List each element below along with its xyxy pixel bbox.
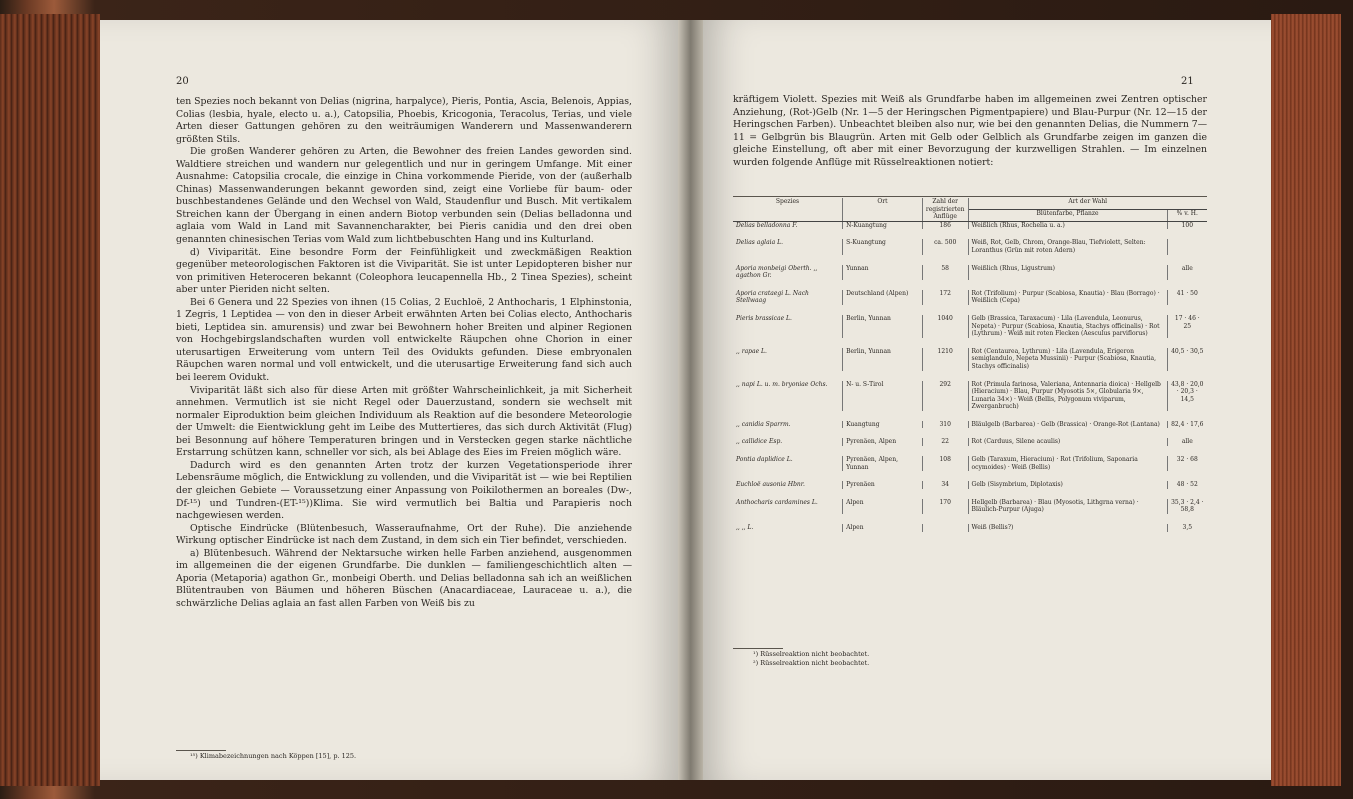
- footnote-rule: [733, 648, 783, 649]
- col-header-count: Zahl der registrierten Anflüge: [922, 198, 968, 221]
- cell-count: 58: [922, 265, 968, 280]
- cell-pct: [1167, 239, 1207, 254]
- cell-species: Pontia daplidice L.: [733, 456, 843, 471]
- cell-count: 1040: [922, 315, 968, 338]
- paragraph: a) Blütenbesuch. Während der Nektarsuche wirken helle Farben anziehend, ausgenommen im allgemeinen die der eigenen Grundfarbe. Die dunklen — familiengeschichtlich alten — Aporia (Metaporia) agathon Gr., monbeigi Oberth. und Delias belladonna sah ich an weißlichen Blütentrauben von Bäumen und höheren Büschen (Anacardiaceae, Lauraceae u. a.), die schwärzliche Delias aglaia an fast allen Farben von Weiß bis zu: [176, 547, 632, 609]
- cell-place: Deutschland (Alpen): [843, 290, 923, 305]
- table-body: [733, 221, 1207, 541]
- footnote-right-1: ¹) Rüsselreaktion nicht beobachtet.: [753, 650, 870, 658]
- cell-place: Yunnan: [843, 265, 923, 280]
- cell-flower: Rot (Carduus, Silene acaulis): [968, 438, 1167, 446]
- cell-flower: Hellgelb (Barbarea) · Blau (Myosotis, Lithgrna verna) · Bläulich-Purpur (Ajuga): [968, 499, 1167, 514]
- cell-count: [922, 524, 968, 532]
- cell-place: Pyrenäen, Alpen, Yunnan: [843, 456, 923, 471]
- cell-species: Aporia crataegi L. Nach Stellwaag: [733, 290, 843, 305]
- paragraph: d) Viviparität. Eine besondre Form der Feinfühligkeit und zweckmäßigen Reaktion gegenüber meteorologischen Faktoren ist die Viviparität. Sie ist unter Lepidopteren bisher nur von primitiven Heteroceren bekannt (Coleophora leucapennella Hb., 2 Tinea Spezies), scheint aber unter Pieriden nicht selten.: [176, 246, 632, 296]
- cell-count: 172: [922, 290, 968, 305]
- table-top-rule: [733, 196, 1207, 197]
- page-number-right: 21: [1181, 76, 1194, 87]
- cell-place: N-Kuangtung: [843, 221, 923, 229]
- table-row: [733, 456, 1207, 471]
- cell-flower: Weiß, Rot, Gelb, Chrom, Orange-Blau, Tiefviolett, Selten: Loranthus (Grün mit roten Adern): [968, 239, 1167, 254]
- col-header-flower: Blütenfarbe, Pflanze: [968, 209, 1167, 221]
- cell-pct: 32 · 68: [1176, 456, 1198, 464]
- page-number-left: 20: [176, 76, 189, 87]
- col-header-species: Spezies: [733, 198, 843, 221]
- cell-place: Berlin, Yunnan: [843, 348, 923, 371]
- cell-pct: 43,8 · 20,0 · 20,3 · 14,5: [1171, 380, 1204, 403]
- cell-place: Pyrenäen, Alpen: [843, 438, 923, 446]
- cell-place: Pyrenäen: [843, 481, 923, 489]
- cell-place: N- u. S-Tirol: [843, 381, 923, 411]
- paragraph: Bei 6 Genera und 22 Spezies von ihnen (15 Colias, 2 Euchloë, 2 Anthocharis, 1 Elphinstonia, 1 Zegris, 1 Leptidea — von den in dieser Arbeit erwähnten Arten bei Colias electo, Anthocharis bieti, Leptidea sin. amurensis) und zwar bei Bewohnern hoher Breiten und alpiner Regionen von Hochgebirgslandschaften wurden voll entwickelte Räupchen ohne Chorion in einer uterusartigen Erweiterung vom untern Teil des Ovidukts gefunden. Diese embryonalen Räupchen waren normal und voll entwickelt, und die uterusartige Erweiterung fand sich auch bei leerem Ovidukt.: [176, 296, 632, 384]
- table-row: [733, 290, 1207, 305]
- cell-count: 292: [922, 381, 968, 411]
- cell-species: ,, rapae L.: [733, 348, 843, 371]
- left-page: [100, 20, 678, 780]
- table-row: [733, 265, 1207, 280]
- cell-species: ,, canidia Sparrm.: [733, 421, 843, 429]
- table-row: [733, 239, 1207, 254]
- cell-place: Kuangtung: [843, 421, 923, 429]
- footnote-rule: [176, 750, 226, 751]
- left-body: [176, 96, 632, 610]
- cell-species: ,, ,, L.: [733, 524, 843, 532]
- cell-flower: Weißlich (Rhus, Ligustrum): [968, 265, 1167, 280]
- table-row: [733, 524, 1207, 532]
- cell-count: 310: [922, 421, 968, 429]
- book-left-edge: [0, 14, 100, 786]
- cell-place: Alpen: [843, 499, 923, 514]
- cell-count: 34: [922, 481, 968, 489]
- cell-count: 22: [922, 438, 968, 446]
- cell-place: Berlin, Yunnan: [843, 315, 923, 338]
- book-gutter: [678, 20, 703, 780]
- cell-place: Alpen: [843, 524, 923, 532]
- paragraph: Viviparität läßt sich also für diese Arten mit größter Wahrscheinlichkeit, ja mit Sicherheit annehmen. Vermutlich ist sie nicht Regel oder Dauerzustand, sondern sie wechselt mit normaler Eiproduktion beim gleichen Individuum als Reaktion auf die besondere Meteorologie der Umwelt: die Eientwicklung geht im Leibe des Muttertieres, das sich durch Aktivität (Flug) bei Besonnung auf höhere Temperaturen bringen und in Verstecken gegen starke nächtliche Erstarrung schützen kann, schneller vor sich, als bei Ablage des Eies im Freien möglich wäre.: [176, 384, 632, 459]
- cell-flower: Weißlich (Rhus, Rochelia u. a.): [968, 221, 1167, 229]
- cell-pct: 41 · 50: [1176, 289, 1198, 297]
- table-row: [733, 221, 1207, 229]
- col-header-group: Art der Wahl: [968, 198, 1207, 209]
- cell-pct: alle: [1181, 438, 1193, 446]
- cell-flower: Gelb (Brassica, Taraxacum) · Lila (Lavendula, Leonurus, Nepeta) · Purpur (Scabiosa, Knautia, Stachys officinalis) · Rot (Lythrum) · Weiß mit roten Flecken (Aesculus parviflorus): [968, 315, 1167, 338]
- cell-pct: 17 · 46 · 25: [1174, 314, 1200, 330]
- cell-count: 170: [922, 499, 968, 514]
- cell-species: Aporia monbeigi Oberth. ,, agathon Gr.: [733, 265, 843, 280]
- cell-place: S-Kuangtung: [843, 239, 923, 254]
- footnote-left: ¹⁵) Klimabezeichnungen nach Köppen [15], p. 125.: [190, 752, 357, 760]
- cell-species: Euchloë ausonia Hbnr.: [733, 481, 843, 489]
- right-page: [703, 20, 1271, 780]
- table-row: [733, 481, 1207, 489]
- cell-pct: alle: [1181, 264, 1193, 272]
- cell-flower: Gelb (Taraxum, Hieracium) · Rot (Trifolium, Saponaria ocymoides) · Weiß (Bellis): [968, 456, 1167, 471]
- table-row: [733, 348, 1207, 371]
- paragraph: Die großen Wanderer gehören zu Arten, die Bewohner des freien Landes geworden sind. Waldtiere streichen und wandern nur gelegentlich und nur in geringem Umfange. Mit einer Ausnahme: Catopsilia crocale, die einzige in China vorkommende Pieride, von der (außerhalb Chinas) Massenwanderungen bekannt geworden sind, zeigt eine Vorliebe für baum- oder buschbestandenes Gelände und den Wechsel von Wald, Staudenflur und Busch. Mit vertikalem Streichen kann der Übergang in einen andern Biotop verbunden sein (Delias belladonna und aglaia vom Wald in Land mit Savannencharakter, bei Pieris canidia und den drei oben genannten chinesischen Terias vom Wald zum lichtbebuschten Hang und ins Kulturland.: [176, 146, 632, 246]
- cell-count: 186: [922, 221, 968, 229]
- cell-species: Pieris brassicae L.: [733, 315, 843, 338]
- table-row: [733, 438, 1207, 446]
- cell-pct: 82,4 · 17,6: [1171, 420, 1204, 428]
- cell-flower: Rot (Trifolium) · Purpur (Scabiosa, Knautia) · Blau (Borrago) · Weißlich (Cepa): [968, 290, 1167, 305]
- cell-species: ,, napi L. u. m. bryoniae Ochs.: [733, 381, 843, 411]
- cell-flower: Gelb (Sisymbrium, Diplotaxis): [968, 481, 1167, 489]
- cell-pct: 48 · 52: [1176, 481, 1198, 489]
- table-row: [733, 499, 1207, 514]
- table-row: [733, 421, 1207, 429]
- cell-count: 1210: [922, 348, 968, 371]
- footnote-right-2: ²) Rüsselreaktion nicht beobachtet.: [753, 659, 870, 667]
- paragraph: Optische Eindrücke (Blütenbesuch, Wasseraufnahme, Ort der Ruhe). Die anziehende Wirkung optischer Eindrücke ist nach dem Zustand, in dem sich ein Tier befindet, verschieden.: [176, 522, 632, 547]
- cell-species: Delias aglaia L.: [733, 239, 843, 254]
- cell-count: ca. 500: [922, 239, 968, 254]
- cell-species: Anthocharis cardamines L.: [733, 499, 843, 514]
- table-row: [733, 315, 1207, 338]
- book-right-edge: [1271, 14, 1341, 786]
- cell-flower: Rot (Primula farinosa, Valeriana, Antennaria dioica) · Hellgelb (Hieracium) · Blau, Purpur (Myosotis 5×, Globularia 9×, Lunaria 34×) · Weiß (Bellis, Polygonum viviparum, Zwerganbruch): [968, 381, 1167, 411]
- cell-flower: Weiß (Bellis?): [968, 524, 1167, 532]
- cell-species: ,, callidice Esp.: [733, 438, 843, 446]
- cell-flower: Bläulgelb (Barbarea) · Gelb (Brassica) · Orange-Rot (Lantana): [968, 421, 1167, 429]
- cell-flower: Rot (Centaurea, Lythrum) · Lila (Lavendula, Erigeron semiglandulo, Nepeta Mussinii) · Purpur (Scabiosa, Knautia, Stachys officinalis): [968, 348, 1167, 371]
- table-row: [733, 381, 1207, 411]
- paragraph: Dadurch wird es den genannten Arten trotz der kurzen Vegetationsperiode ihrer Lebensräume möglich, die Entwicklung zu vollenden, und die Viviparität ist — wie bei Reptilien der gleichen Gebiete — Voraussetzung einer Anpassung von Poikilothermen an boreales (Dw-, Df-¹⁵) und Tundren-(ET-¹⁵))Klima. Sie wird vermutlich bei Baltia und Parapieris noch nachgewiesen werden.: [176, 459, 632, 522]
- cell-pct: 100: [1181, 221, 1194, 229]
- right-intro: [733, 94, 1207, 169]
- cell-pct: 40,5 · 30,5: [1171, 347, 1204, 355]
- paragraph: kräftigem Violett. Spezies mit Weiß als Grundfarbe haben im allgemeinen zwei Zentren optischer Anziehung, (Rot-)Gelb (Nr. 1—5 der Heringschen Pigmentpapiere) und Blau-Purpur (Nr. 12—15 der Heringschen Farben). Unbeachtet bleiben also nur, wie bei den genannten Delias, die Nummern 7—11 = Gelbgrün bis Blaugrün. Arten mit Gelb oder Gelblich als Grundfarbe zeigen im ganzen die gleiche Einstellung, oft aber mit einer Bevorzugung der kurzwelligen Strahlen. — Im einzelnen wurden folgende Anflüge mit Rüsselreaktionen notiert:: [733, 94, 1207, 168]
- cell-pct: 3,5: [1182, 524, 1193, 532]
- paragraph: ten Spezies noch bekannt von Delias (nigrina, harpalyce), Pieris, Pontia, Ascia, Belenois, Appias, Colias (lesbia, hyale, electo u. a.), Catopsilia, Phoebis, Kricogonia, Teracolus, Terias, und viele Arten dieser Gattungen gehören zu den weiträumigen Wanderern und Massenwanderern größten Stils.: [176, 96, 632, 145]
- col-header-place: Ort: [843, 198, 923, 221]
- flower-visit-table: [733, 198, 1207, 542]
- col-header-pct: % v. H.: [1167, 209, 1207, 221]
- cell-count: 108: [922, 456, 968, 471]
- cell-pct: 35,3 · 2,4 · 58,8: [1171, 498, 1204, 514]
- cell-species: Delias belladonna F.: [733, 221, 843, 229]
